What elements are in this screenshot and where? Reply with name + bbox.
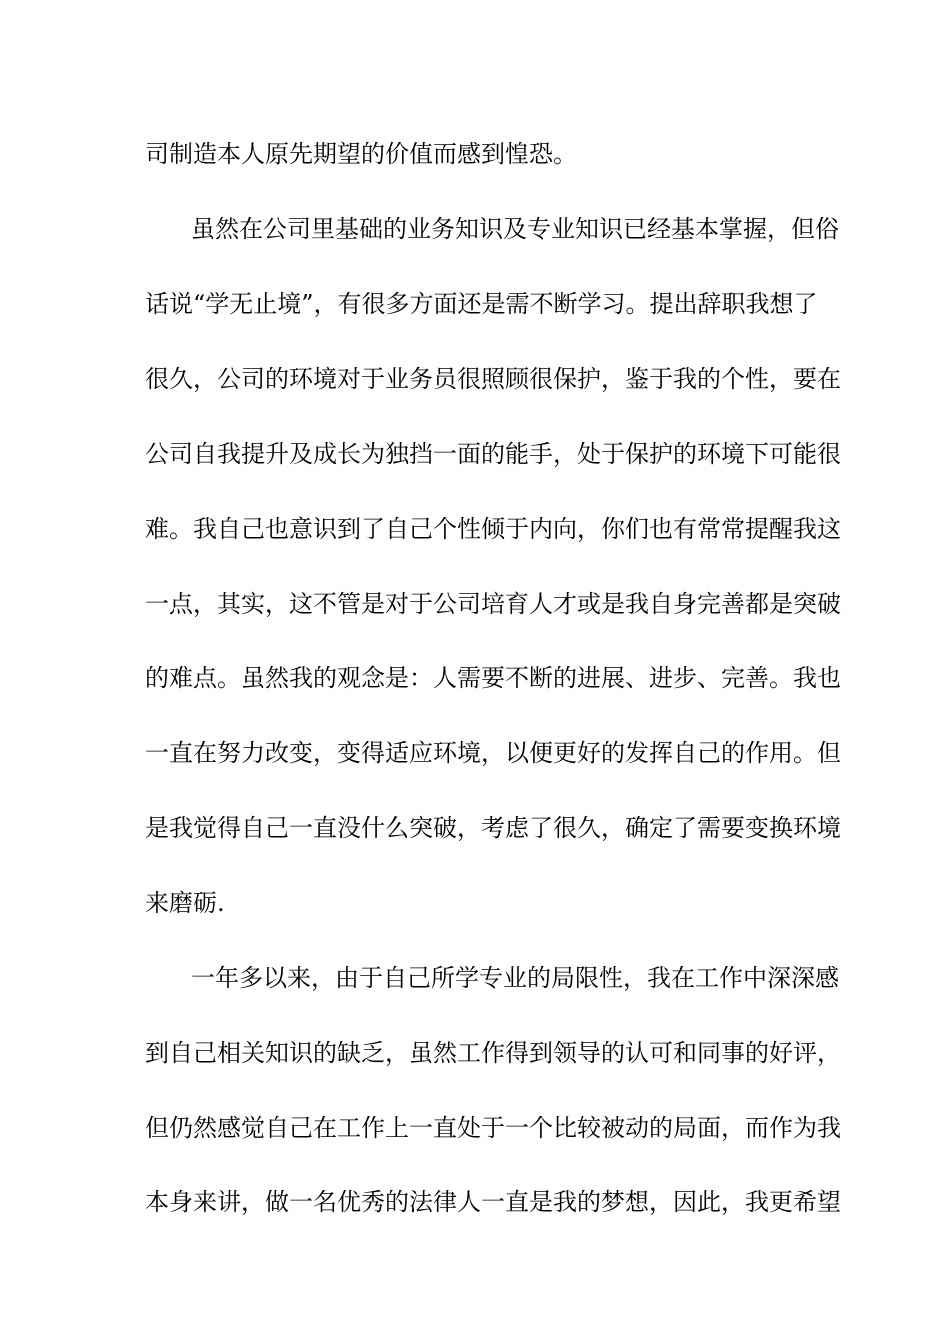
text-line: 到自己相关知识的缺乏，虽然工作得到领导的认可和同事的好评， bbox=[145, 1039, 841, 1067]
text-line: 话说“学无止境”，有很多方面还是需不断学习。提出辞职我想了 bbox=[145, 290, 818, 318]
text-line: 来磨砺. bbox=[145, 889, 225, 917]
text-line: 是我觉得自己一直没什么突破，考虑了很久，确定了需要变换环境 bbox=[145, 814, 841, 842]
paragraph-first-line: 一年多以来，由于自己所学专业的局限性，我在工作中深深感 bbox=[191, 964, 839, 992]
text-line: 但仍然感觉自己在工作上一直处于一个比较被动的局面，而作为我 bbox=[145, 1114, 841, 1142]
text-line: 一直在努力改变，变得适应环境，以便更好的发挥自己的作用。但 bbox=[145, 739, 841, 767]
text-line: 公司自我提升及成长为独挡一面的能手，处于保护的环境下可能很 bbox=[145, 440, 841, 468]
text-line: 很久，公司的环境对于业务员很照顾很保护，鉴于我的个性，要在 bbox=[145, 365, 841, 393]
text-line: 一点，其实，这不管是对于公司培育人才或是我自身完善都是突破 bbox=[145, 590, 841, 618]
text-line: 难。我自己也意识到了自己个性倾于内向，你们也有常常提醒我这 bbox=[145, 515, 841, 543]
paragraph-first-line: 虽然在公司里基础的业务知识及专业知识已经基本掌握，但俗 bbox=[191, 215, 839, 243]
text-line: 本身来讲，做一名优秀的法律人一直是我的梦想，因此，我更希望 bbox=[145, 1188, 841, 1216]
text-line: 司制造本人原先期望的价值而感到惶恐。 bbox=[145, 140, 577, 168]
text-line: 的难点。虽然我的观念是：人需要不断的进展、进步、完善。我也 bbox=[145, 664, 841, 692]
